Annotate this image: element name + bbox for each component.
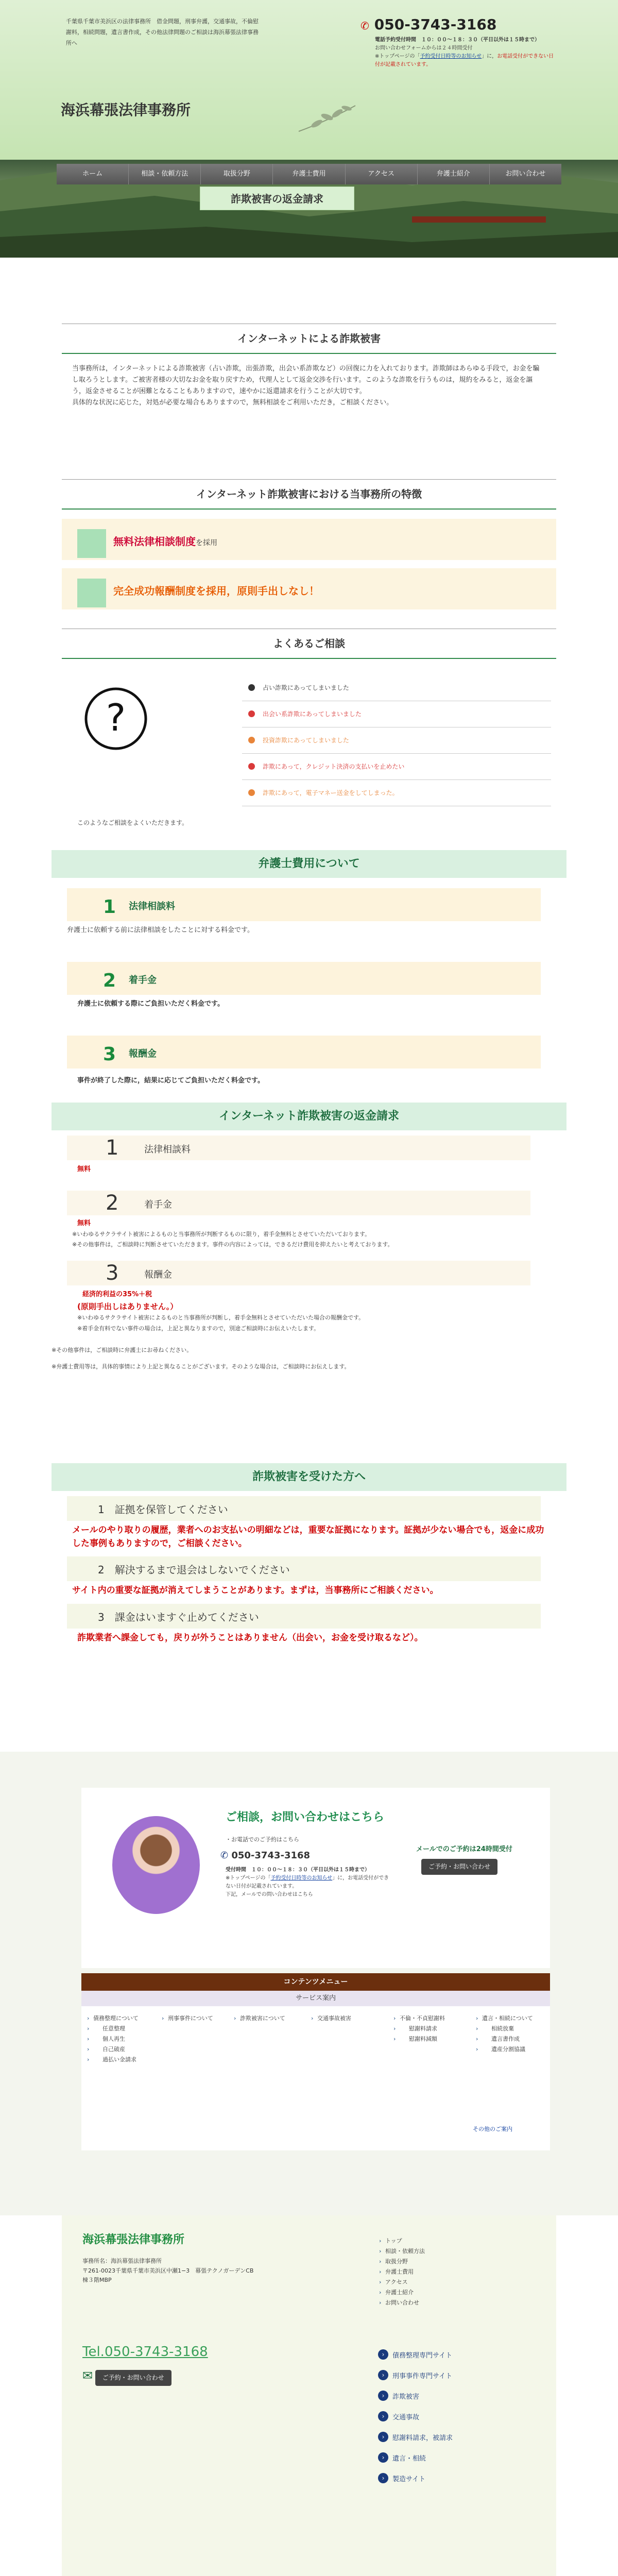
menu-link[interactable]: › 遺言書作成: [473, 2034, 550, 2044]
faq-item[interactable]: [242, 727, 551, 754]
menu-subheader: サービス案内: [81, 1991, 550, 2006]
victim-item-2-text: サイト内の重要な証拠が消えてしまうことがあります。まずは，当事務所にご相談ください。: [72, 1585, 439, 1596]
intro-paragraph-2: 具体的な状況に応じた，対処が必要な場合もありますので，無料相談をご利用いただき，ご相談ください。: [72, 399, 393, 407]
menu-link[interactable]: › 債務整理について: [84, 2013, 156, 2024]
refund-item-3-note-2: ※着手金有料でない事件の場合は，上記と異なりますので，別途ご相談時にお伝えいたします。: [77, 1325, 320, 1332]
contact-hours: 受付時間 １０：００～１８：３０（平日以外は１５時まで） ※トップページの「予約受付日時等のお知らせ」に，お電話受付ができない日付が記載されています。 下記，メールでの問い合わせはこちら: [226, 1867, 389, 1897]
fee-item-1: 1 法律相談料 弁護士に依頼する前に法律相談をしたことに対する料金です。: [52, 888, 566, 936]
nav-lawyers[interactable]: 弁護士紹介: [418, 164, 490, 184]
menu-col-debt: [84, 2013, 156, 2065]
faq-item[interactable]: [242, 701, 551, 727]
refund-title: インターネット詐欺被害の返金請求: [52, 1103, 566, 1130]
menu-link[interactable]: › 過払い金請求: [84, 2055, 156, 2065]
contact-sub: ・お電話でのご予約はこちら: [226, 1836, 299, 1843]
victim-item-3-text: 詐欺業者へ課金しても，戻りが外うことはありません（出会い，お金を受け取るなど）。: [77, 1632, 423, 1643]
footer-box: [62, 2215, 556, 2576]
nav-consult[interactable]: 相談・依頼方法: [129, 164, 201, 184]
site-header: [0, 0, 618, 178]
refund-item-2-note-1: ※いわゆるサクラサイト被害によるものと当事務所が判断するものに限り，着手金無料とさせていただいております。: [72, 1230, 371, 1238]
staff-photo: [112, 1816, 200, 1914]
footer-site-link[interactable]: › 交通事故: [376, 2411, 530, 2432]
fee-item-2: 2 着手金 弁護士に依頼する際にご負担いただく料金です。: [52, 962, 566, 1010]
feature-success-fee: [62, 568, 556, 609]
nav-contact[interactable]: お問い合わせ: [490, 164, 561, 184]
footer-tel[interactable]: Tel.050-3743-3168: [82, 2344, 208, 2360]
olive-branch-icon: [296, 100, 358, 137]
menu-link[interactable]: › 慰謝料減額: [390, 2034, 462, 2044]
features-title: インターネット詐欺被害における当事務所の特徴: [62, 479, 556, 510]
menu-link[interactable]: › 自己破産: [84, 2044, 156, 2055]
intro-title: インターネットによる詐欺被害: [62, 324, 556, 354]
menu-link[interactable]: › 交通事故被害: [308, 2013, 380, 2024]
refund-item-2-price: 無料: [77, 1219, 91, 1227]
refund-item-3: 3 報酬金: [67, 1261, 530, 1285]
victim-title: 詐欺被害を受けた方へ: [52, 1463, 566, 1491]
svg-text:?: ?: [106, 696, 126, 739]
footer-link[interactable]: › トップ: [376, 2236, 479, 2246]
site-logo[interactable]: 海浜幕張法律事務所: [61, 101, 191, 118]
feature-label: 完全成功報酬制度を採用，原則手出しなし！: [113, 585, 319, 597]
section-features: [52, 479, 566, 623]
faq-item-label: 詐欺にあって，電子マネー送金をしてしまった。: [263, 789, 399, 796]
feature-icon: [77, 529, 106, 558]
footer-site-links: [376, 2349, 530, 2494]
contact-title: ご相談，お問い合わせはこちら: [226, 1811, 385, 1824]
section-refund: [52, 1103, 566, 1463]
fees-title: 弁護士費用について: [52, 850, 566, 878]
hero-title: 詐欺被害の返金請求: [200, 187, 354, 210]
footer-logo[interactable]: 海浜幕張法律事務所: [82, 2233, 185, 2246]
menu-link[interactable]: › 個人再生: [84, 2034, 156, 2044]
refund-item-3-price-note: (原則手出しはありません。）: [77, 1302, 178, 1312]
footer-site-link[interactable]: › 慰謝料請求，被請求: [376, 2432, 530, 2452]
footer-contact-button[interactable]: ✉ ご予約・お問い合わせ: [82, 2366, 171, 2386]
faq-footer: このようなご相談をよくいただきます。: [77, 819, 188, 826]
faq-item[interactable]: [242, 675, 551, 701]
intro-paragraph: 当事務所は，インターネットによる詐欺被害（占い詐欺，出張詐欺，出会い系詐欺など）の回復に力を入れております。詐欺師はあらゆる手段で，お金を騙し取ろうとします。ご被害者様の大切なお金を取り戻すため，代理人として返金交渉を行います。このような詐欺を行うものは，規約をみると，返金を謳う，返金させることが困難となることもありますので，速やかに返還請求を行うことが大切です。: [72, 365, 540, 396]
bullet-dot-icon: [248, 710, 255, 717]
refund-item-1: 1 法律相談料: [67, 1136, 530, 1160]
contact-mail-button[interactable]: ご予約・お問い合わせ: [421, 1859, 497, 1875]
bullet-dot-icon: [248, 763, 255, 770]
header-hours: [375, 36, 555, 69]
menu-col-inheritance: [473, 2013, 550, 2055]
contact-area: [0, 1752, 618, 2215]
header-description: 千葉県千葉市美浜区の法律事務所 借金問題，刑事弁護，交通事故，不倫慰謝料，相続問題，遺言書作成，その他法律問題のご相談は海浜幕張法律事務所へ: [66, 18, 259, 46]
menu-link[interactable]: › 慰謝料請求: [390, 2024, 462, 2034]
faq-item-label: 詐欺にあって，クレジット決済の支払いを止めたい: [263, 763, 405, 770]
menu-col-traffic: [308, 2013, 380, 2024]
phone-icon: ✆: [360, 20, 369, 32]
bullet-dot-icon: [248, 789, 255, 796]
contact-notice-link[interactable]: 予約受付日時等のお知らせ: [270, 1875, 333, 1881]
faq-item-label: 出会い系詐欺にあってしまいました: [263, 710, 362, 718]
menu-col-affair: [390, 2013, 462, 2044]
faq-item[interactable]: [242, 754, 551, 780]
menu-link[interactable]: › 詐欺被害について: [231, 2013, 303, 2024]
victim-item-1-text: メールのやり取りの履歴，業者へのお支払いの明細などは，重要な証拠になります。証拠が少ない場合でも，返金に成功した事例もありますので，ご相談ください。: [72, 1525, 544, 1549]
form-note: お問い合わせフォームからは２４時間受付: [375, 45, 473, 51]
mail-title: メールでのご予約は24時間受付: [416, 1845, 512, 1853]
footer-links: [376, 2236, 479, 2308]
site-footer: [0, 2215, 618, 2576]
feature-label: 無料法律相談制度を採用: [113, 535, 217, 548]
nav-fees[interactable]: 弁護士費用: [273, 164, 345, 184]
refund-note-1: ※その他事件は，ご相談時に弁護士にお尋ねください。: [52, 1346, 193, 1353]
fee-item-3: 3 報酬金 事件が終了した際に，結果に応じてご負担いただく料金です。: [52, 1036, 566, 1087]
section-victim: [52, 1463, 566, 1752]
footer-link[interactable]: › お問い合わせ: [376, 2298, 479, 2308]
menu-body: [81, 2006, 550, 2150]
menu-link[interactable]: › 遺言・相続について: [473, 2013, 550, 2024]
phone-icon: ✆: [220, 1850, 232, 1861]
faq-list: [242, 675, 551, 806]
footer-link[interactable]: › アクセス: [376, 2277, 479, 2287]
refund-item-3-note-1: ※いわゆるサクラサイト被害によるものと当事務所が判断し，着手金無料とさせていただいた場合の報酬金です。: [77, 1314, 365, 1321]
hours-text: 電話予約受付時間 １０：００～１８：３０（平日以外は１５時まで）: [375, 37, 540, 43]
faq-item-label: 占い詐欺にあってしまいました: [263, 684, 349, 691]
menu-link[interactable]: › 相続放棄: [473, 2024, 550, 2034]
footer-site-link[interactable]: › 債務整理専門サイト: [376, 2349, 530, 2370]
nav-access[interactable]: アクセス: [346, 164, 418, 184]
contact-phone[interactable]: ✆ 050-3743-3168: [220, 1850, 311, 1861]
refund-item-2: 2 着手金: [67, 1191, 530, 1215]
menu-link[interactable]: › 任意整理: [84, 2024, 156, 2034]
menu-more-link[interactable]: その他のご案内: [473, 2126, 512, 2132]
bullet-dot-icon: [248, 684, 255, 691]
menu-col-criminal: [159, 2013, 231, 2024]
victim-item-1: 1 証拠を保管してください: [67, 1496, 541, 1521]
header-phone[interactable]: ✆ 050-3743-3168: [360, 16, 497, 33]
menu-header: コンテンツメニュー: [81, 1973, 550, 1991]
menu-link[interactable]: › 不倫・不貞慰謝料: [390, 2013, 462, 2024]
refund-item-1-price: 無料: [77, 1165, 91, 1173]
bullet-dot-icon: [248, 737, 255, 743]
menu-link[interactable]: › 刑事事件について: [159, 2013, 231, 2024]
notice-link[interactable]: 予約受付日時等のお知らせ: [420, 54, 482, 59]
mail-icon: ✉: [82, 2368, 93, 2383]
nav-fields[interactable]: 取扱分野: [201, 164, 273, 184]
footer-link[interactable]: › 弁護士紹介: [376, 2287, 479, 2298]
nav-home[interactable]: ホーム: [57, 164, 129, 184]
section-intro: [52, 258, 566, 464]
menu-link[interactable]: › 遺産分割協議: [473, 2044, 550, 2055]
footer-site-link[interactable]: › 詐欺被害: [376, 2391, 530, 2411]
footer-link[interactable]: › 相談・依頼方法: [376, 2246, 479, 2257]
faq-item[interactable]: [242, 780, 551, 806]
contact-box: [81, 1788, 550, 1968]
refund-item-2-note-2: ※その他事件は，ご相談時に判断させていただきます。事件の内容によっては，できるだけ費用を抑えたいと考えております。: [72, 1241, 393, 1248]
footer-site-link[interactable]: › 遺言・相続: [376, 2452, 530, 2473]
victim-item-2: 2 解決するまで退会はしないでください: [67, 1556, 541, 1581]
victim-item-3: 3 課金はいますぐ止めてください: [67, 1604, 541, 1629]
footer-link[interactable]: › 弁護士費用: [376, 2267, 479, 2277]
question-circle-icon: [82, 685, 149, 752]
faq-item-label: 投資詐欺にあってしまいました: [263, 737, 349, 744]
refund-note-2: ※弁護士費用等は，具体的事情により上記と異なることがございます。そのような場合は，ご相談時にお伝えします。: [52, 1363, 350, 1370]
refund-item-3-price: 経済的利益の35%＋税: [82, 1291, 152, 1299]
footer-address: 事務所名：海浜幕張法律事務所 〒261-0023千葉県千葉市美浜区中瀬1−3 幕張テクノガーデンCB 棟３階MBP: [82, 2258, 254, 2284]
top-note: ※トップページの「予約受付日時等のお知らせ」に，お電話受付ができない日付が記載されています。: [375, 54, 554, 67]
menu-col-fraud: [231, 2013, 303, 2024]
section-fees: [52, 850, 566, 1103]
faq-title: よくあるご相談: [62, 629, 556, 659]
footer-site-link[interactable]: › 製造サイト: [376, 2473, 530, 2494]
feature-free-consult: [62, 519, 556, 560]
footer-site-link[interactable]: › 刑事事件専門サイト: [376, 2370, 530, 2391]
global-nav: [57, 164, 561, 184]
footer-link[interactable]: › 取扱分野: [376, 2257, 479, 2267]
feature-icon: [77, 579, 106, 607]
section-faq: [52, 629, 566, 850]
